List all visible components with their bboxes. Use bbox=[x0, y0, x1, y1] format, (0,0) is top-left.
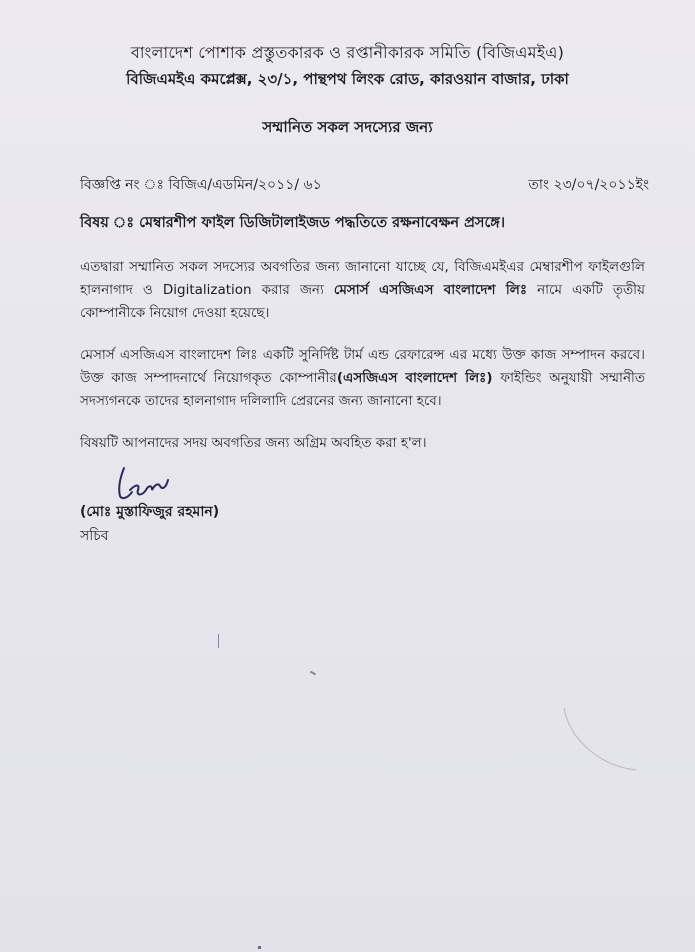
scan-speck bbox=[310, 671, 316, 676]
scan-speck bbox=[218, 634, 219, 648]
audience-heading: সম্মানিত সকল সদস্যের জন্য bbox=[262, 118, 433, 136]
notice-number: বিজ্ঞপ্তি নং ঃ বিজিএ/এডমিন/২০১১/ ৬১ bbox=[80, 177, 322, 193]
paragraph-2-text-a: মেসার্স এসজিএস বাংলাদেশ লিঃ একটি সুনির্দিষ্ট টার্ম এন্ড রেফারেন্স এর মধ্যে উক্ত কাজ সম্পাদন করবে। উক্ত কাজ সম্পাদনার্থে নিয়োগকৃত কোম্পানীর bbox=[80, 347, 645, 386]
body-paragraph-2 bbox=[80, 344, 645, 413]
organization-name: বাংলাদেশ পোশাক প্রস্তুতকারক ও রপ্তানীকারক সমিতি (বিজিএমইএ) bbox=[130, 43, 565, 62]
paragraph-1-text-a: এতদ্বারা সম্মানিত সকল সদস্যের অবগতির জন্য জানানো যাচ্ছে যে, বিজিএমইএর মেম্বারশীপ ফাইলগুলি হালনাগাদ ও Digitalization করার জন্য bbox=[80, 259, 645, 298]
body-paragraph-1 bbox=[80, 256, 645, 325]
paragraph-2-company: (এসজিএস বাংলাদেশ লিঃ) bbox=[336, 370, 493, 386]
subject-line: বিষয় ঃ মেম্বারশীপ ফাইল ডিজিটালাইজড পদ্ধতিতে রক্ষনাবেক্ষন প্রসঙ্গে। bbox=[80, 215, 506, 231]
signatory-title: সচিব bbox=[80, 528, 109, 544]
body-paragraph-3: বিষয়টি আপনাদের সদয় অবগতির জন্য অগ্রিম অবহিত করা হ'ল। bbox=[80, 435, 427, 451]
signatory-name: (মোঃ মুস্তাফিজুর রহমান) bbox=[80, 504, 220, 520]
organization-address: বিজিএমইএ কমপ্লেক্স, ২৩/১, পান্থপথ লিংক রোড, কারওয়ান বাজার, ঢাকা bbox=[126, 70, 569, 88]
page-curl-mark bbox=[560, 700, 640, 780]
paragraph-1-company: মেসার্স এসজিএস বাংলাদেশ লিঃ bbox=[333, 282, 528, 298]
handwritten-signature bbox=[110, 462, 170, 504]
paragraph-2-text-b: ফাইন্ডিং অনুযায়ী সম্মানীত সদস্যগনকে তাদের হালনাগাদ দলিলাদি প্রেরনের জন্য জানানো হবে। bbox=[80, 370, 646, 409]
scan-speck bbox=[258, 946, 261, 949]
notice-date: তাং ২৩/০৭/২০১১ইং bbox=[528, 177, 649, 193]
paragraph-1-text-b: নামে একটি তৃতীয় কোম্পানীকে নিয়োগ দেওয়া হয়েছে। bbox=[80, 282, 645, 321]
